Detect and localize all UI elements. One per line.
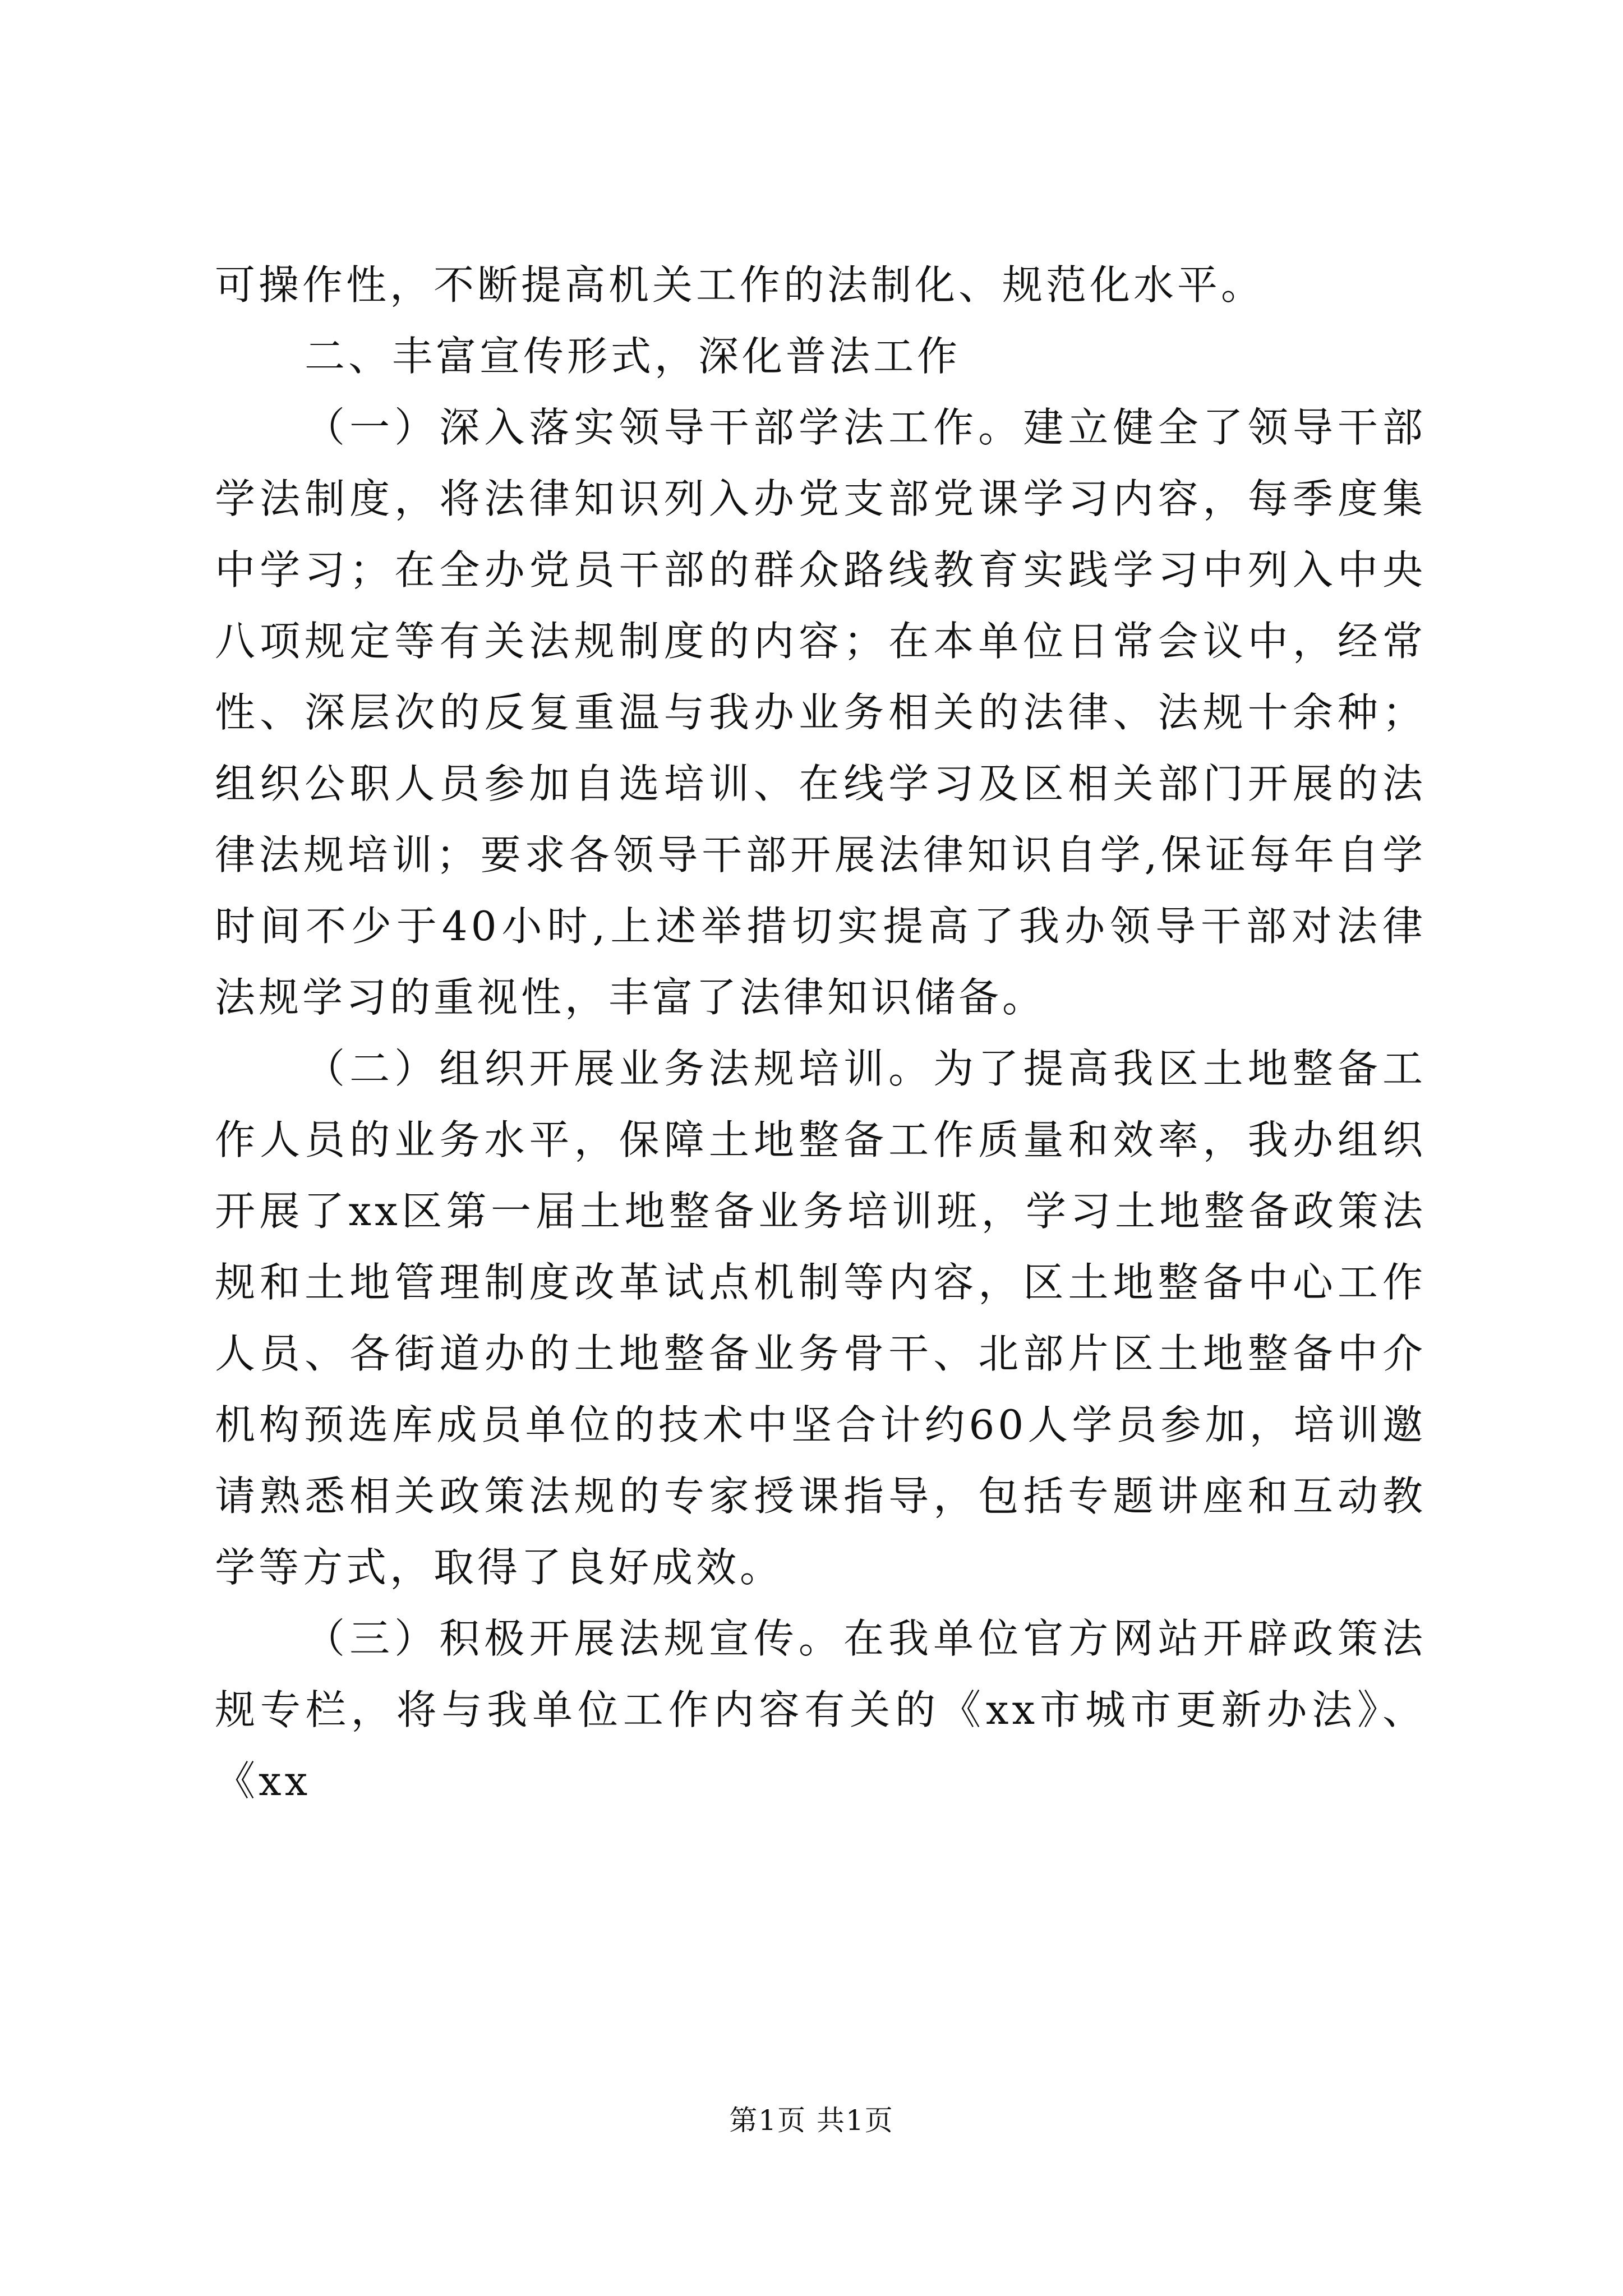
section-heading: 二、丰富宣传形式，深化普法工作 bbox=[305, 333, 961, 380]
page-footer: 第1页 共1页 bbox=[729, 2104, 894, 2137]
paragraph-law-publicity: （三）积极开展法规宣传。在我单位官方网站开辟政策法规专栏，将与我单位工作内容有关的《xx市城市更新办法》、《xx bbox=[215, 1615, 1426, 1805]
paragraph-leadership-law-study: （一）深入落实领导干部学法工作。建立健全了领导干部学法制度，将法律知识列入办党支部党课学习内容，每季度集中学习；在全办党员干部的群众路线教育实践学习中列入中央八项规定等有关法规制度的内容；在本单位日常会议中，经常性、深层次的反复重温与我办业务相关的法律、法规十余种；组织公职人员参加自选培训、在线学习及区相关部门开展的法律法规培训；要求各领导干部开展法律知识自学,保证每年自学时间不少于40小时,上述举措切实提高了我办领导干部对法律法规学习的重视性，丰富了法律知识储备。 bbox=[215, 404, 1426, 1021]
paragraph-business-training: （二）组织开展业务法规培训。为了提高我区土地整备工作人员的业务水平，保障土地整备工作质量和效率，我办组织开展了xx区第一届土地整备业务培训班，学习土地整备政策法规和土地管理制度改革试点机制等内容，区土地整备中心工作人员、各街道办的土地整备业务骨干、北部片区土地整备中介机构预选库成员单位的技术中坚合计约60人学员参加，培训邀请熟悉相关政策法规的专家授课指导，包括专题讲座和互动教学等方式，取得了良好成效。 bbox=[215, 1045, 1426, 1591]
paragraph-continuation: 可操作性，不断提高机关工作的法制化、规范化水平。 bbox=[215, 261, 1265, 309]
document-body bbox=[215, 250, 1426, 1817]
